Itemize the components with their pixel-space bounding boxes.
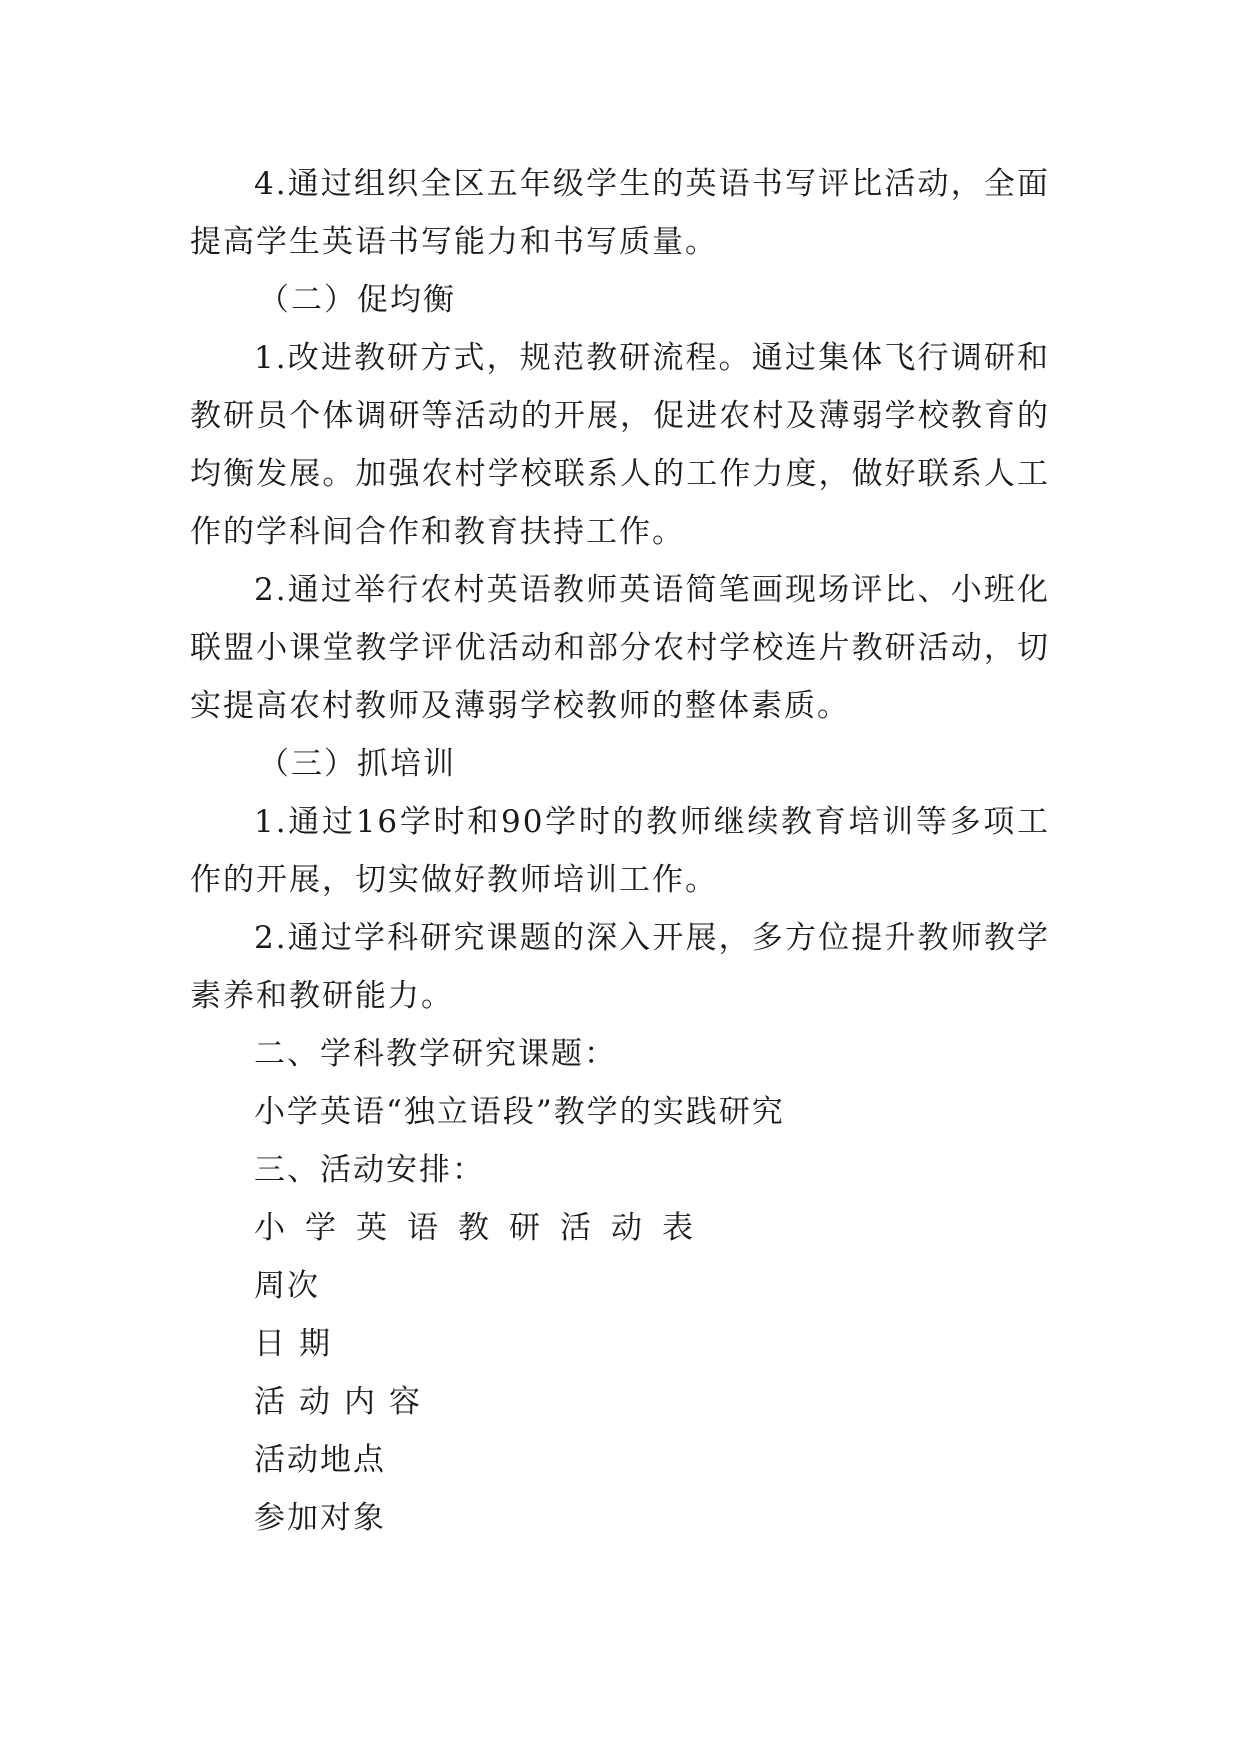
section-heading-balance: （二）促均衡: [258, 282, 456, 318]
paragraph-research-method: 1.改进教研方式，规范教研流程。通过集体飞行调研和教研员个体调研等活动的开展，促进农村及薄弱学校教育的均衡发展。加强农村学校联系人的工作力度，做好联系人工作的学科间合作和教育扶持工作。: [190, 340, 1050, 550]
section-heading-schedule: 三、活动安排：: [254, 1152, 485, 1188]
column-header-content: 活动内容: [254, 1384, 434, 1420]
schedule-table-title: 小学英语教研活动表: [254, 1210, 713, 1246]
document-body: [190, 155, 1050, 1547]
column-header-participants: 参加对象: [254, 1500, 386, 1536]
paragraph-research-topics: 2.通过学科研究课题的深入开展，多方位提升教师教学素养和教研能力。: [190, 920, 1050, 1014]
section-heading-training: （三）抓培训: [258, 746, 456, 782]
paragraph-continuing-education: 1.通过16学时和90学时的教师继续教育培训等多项工作的开展，切实做好教师培训工作。: [190, 804, 1050, 898]
paragraph-rural-teachers: 2.通过举行农村英语教师英语简笔画现场评比、小班化联盟小课堂教学评优活动和部分农村学校连片教研活动，切实提高农村教师及薄弱学校教师的整体素质。: [190, 572, 1050, 724]
column-header-week: 周次: [254, 1268, 320, 1304]
column-header-date: 日期: [254, 1326, 344, 1362]
paragraph-writing-contest: 4.通过组织全区五年级学生的英语书写评比活动，全面提高学生英语书写能力和书写质量。: [190, 166, 1050, 260]
column-header-location: 活动地点: [254, 1442, 386, 1478]
section-heading-research-topic: 二、学科教学研究课题：: [254, 1036, 617, 1072]
research-topic-title: 小学英语“独立语段”教学的实践研究: [254, 1094, 785, 1130]
